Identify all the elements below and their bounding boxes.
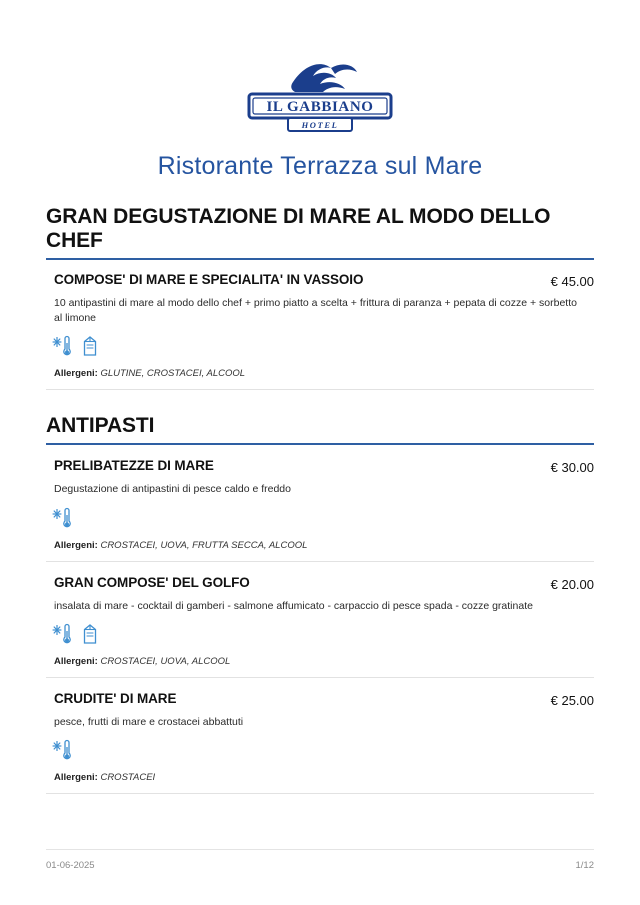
hotel-logo (235, 58, 405, 134)
menu-item-name: PRELIBATEZZE DI MARE (54, 458, 214, 474)
menu-item-header (46, 458, 594, 475)
page-title: Ristorante Terrazza sul Mare (157, 152, 483, 180)
alcohol-carton-icon (82, 334, 98, 358)
menu-item-description: Degustazione di antipastini di pesce caldo e freddo (54, 483, 291, 496)
menu-item (46, 445, 594, 561)
menu-item-description: 10 antipastini di mare al modo dello chef + primo piatto a scelta + frittura di paranza + pepata di cozze + sorbetto al limone (54, 297, 577, 325)
allergen-list: CROSTACEI, UOVA, FRUTTA SECCA, ALCOOL (100, 539, 308, 551)
menu-item (46, 260, 594, 390)
menu-item-name: CRUDITE' DI MARE (54, 690, 177, 706)
snowflake-thermometer-icon (52, 334, 72, 358)
footer-date: 01-06-2025 (46, 860, 95, 871)
logo-container (46, 0, 594, 134)
menu-item-icons (46, 326, 594, 359)
allergen-label: Allergeni: (54, 655, 98, 667)
seagull-icon (235, 58, 405, 134)
snowflake-thermometer-icon (52, 506, 72, 530)
menu-item-allergens (46, 647, 594, 667)
menu-item-icons (46, 498, 594, 531)
section-title: GRAN DEGUSTAZIONE DI MARE AL MODO DELLO CHEF (46, 205, 551, 252)
menu-section (46, 414, 594, 794)
section-title: ANTIPASTI (46, 414, 155, 438)
menu-item (46, 678, 594, 794)
menu-item-allergens (46, 531, 594, 551)
menu-item-header (46, 272, 594, 289)
menu-item-header (46, 575, 594, 592)
menu-item-allergens (46, 359, 594, 379)
menu-item-allergens (46, 763, 594, 783)
alcohol-carton-icon (82, 622, 98, 646)
allergen-list: GLUTINE, CROSTACEI, ALCOOL (100, 368, 246, 380)
menu-item-icons (46, 730, 594, 763)
menu-section (46, 205, 594, 390)
allergen-list: CROSTACEI (100, 772, 156, 784)
menu-item-description: insalata di mare - cocktail di gamberi - salmone affumicato - carpaccio di pesce spada - cozze gratinate (54, 599, 533, 612)
menu-item-price: € 30.00 (550, 460, 594, 476)
menu-item-name: COMPOSE' DI MARE E SPECIALITA' IN VASSOIO (54, 272, 364, 287)
allergen-list: CROSTACEI, UOVA, ALCOOL (100, 655, 231, 667)
allergen-label: Allergeni: (54, 368, 98, 380)
menu-item-name: GRAN COMPOSE' DEL GOLFO (54, 574, 250, 590)
snowflake-thermometer-icon (52, 738, 72, 762)
menu-item-price: € 45.00 (550, 274, 594, 289)
page-footer (46, 849, 594, 871)
menu-item-price: € 25.00 (550, 692, 594, 708)
snowflake-thermometer-icon (52, 622, 72, 646)
menu-item-description: pesce, frutti di mare e crostacei abbattuti (54, 715, 244, 728)
svg-text:HOTEL: HOTEL (301, 120, 339, 130)
allergen-label: Allergeni: (54, 772, 98, 784)
svg-text:IL GABBIANO: IL GABBIANO (266, 99, 374, 115)
menu-item-icons (46, 614, 594, 647)
footer-page-number: 1/12 (575, 860, 594, 871)
menu-item (46, 562, 594, 678)
menu-item-price: € 20.00 (550, 576, 594, 592)
allergen-label: Allergeni: (54, 539, 98, 551)
menu-item-header (46, 691, 594, 708)
